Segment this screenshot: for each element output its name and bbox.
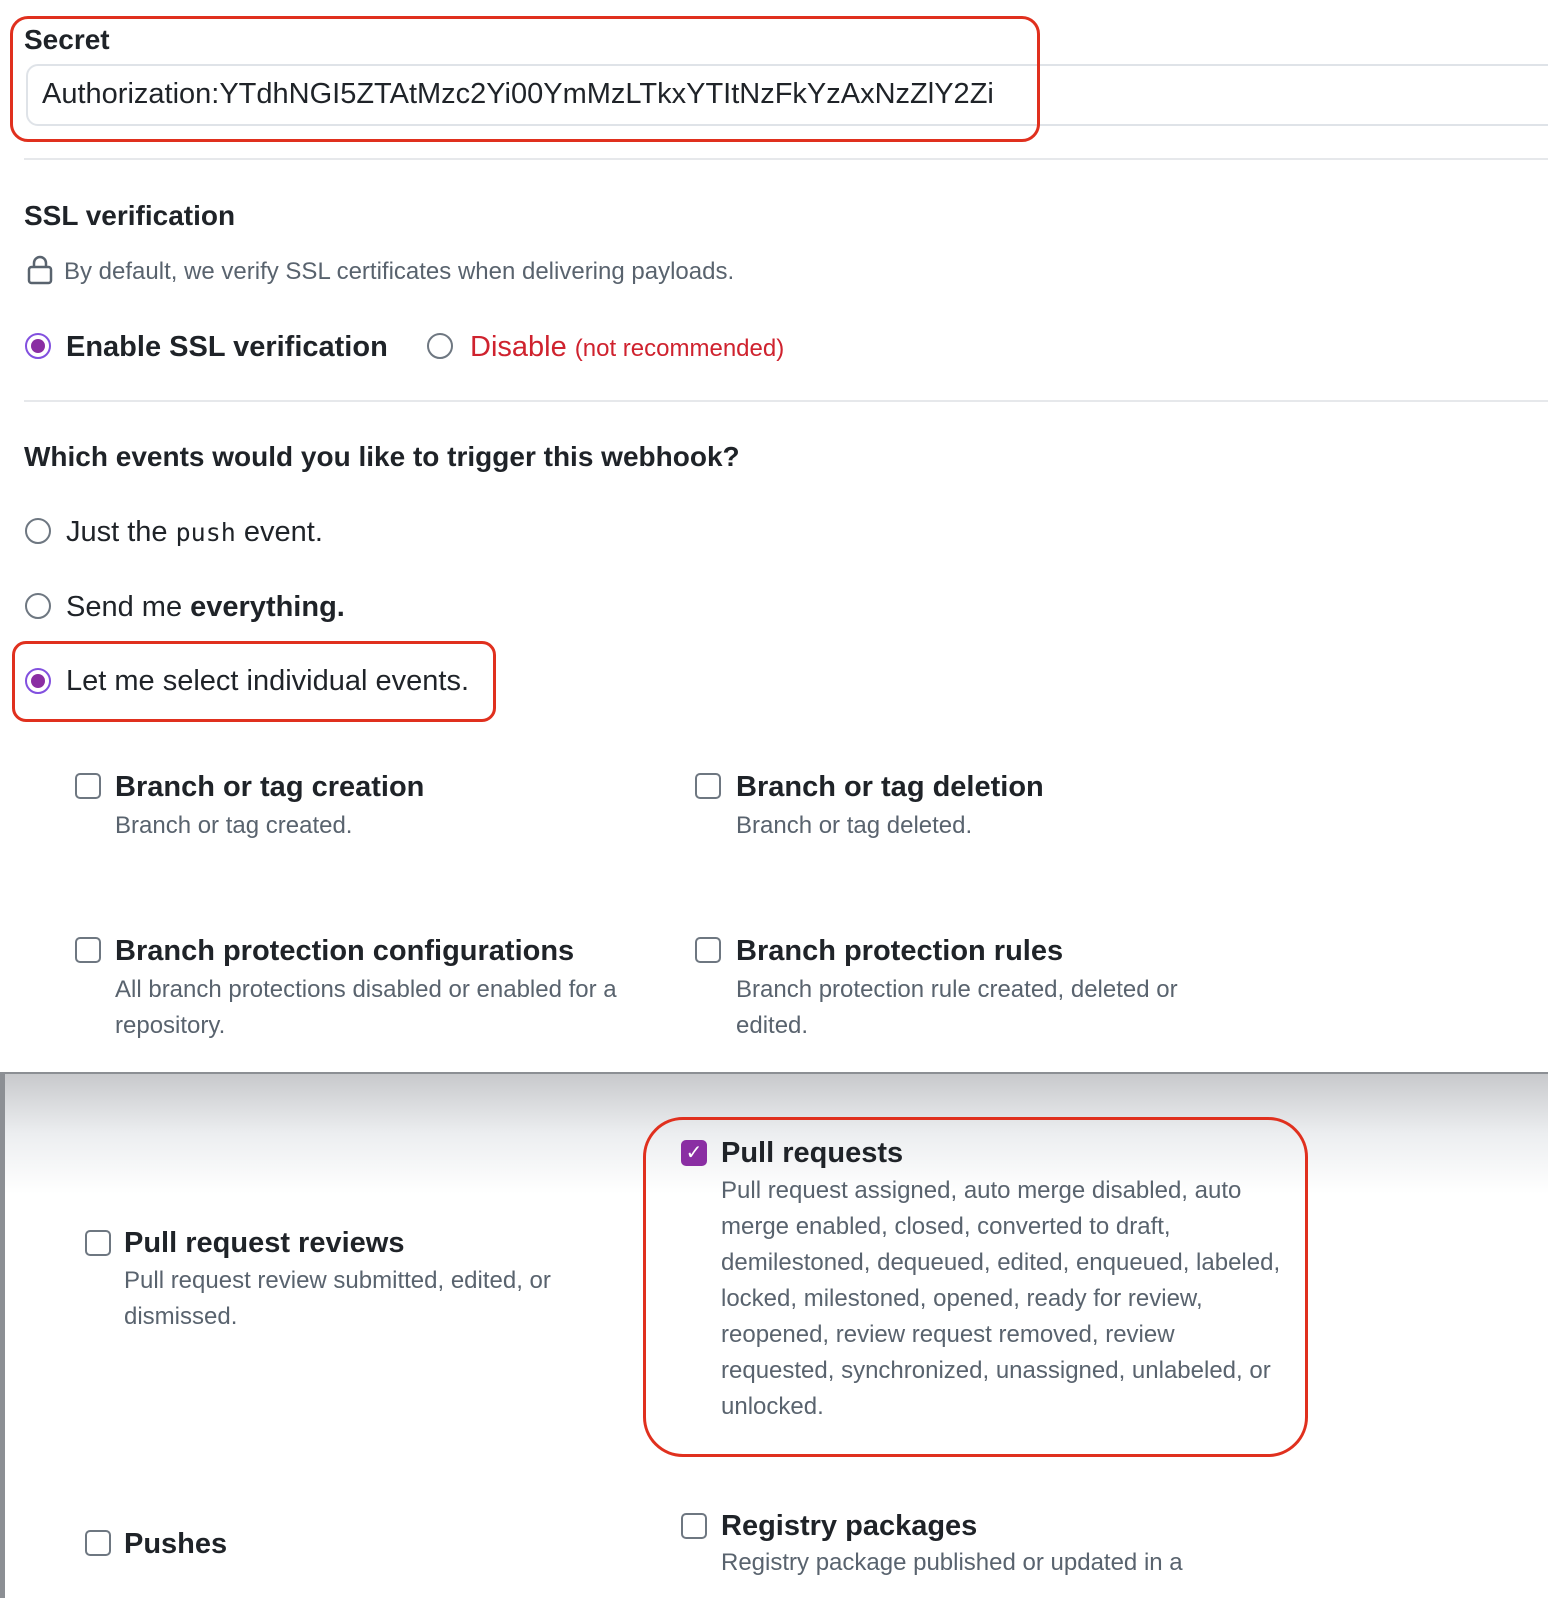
branch-protection-rules-desc: Branch protection rule created, deleted or edited. <box>736 976 1178 1039</box>
send-everything-label[interactable] <box>66 591 345 624</box>
registry-packages-desc: Registry package published or updated in a <box>721 1549 1183 1576</box>
pull-requests-title[interactable]: Pull requests <box>721 1137 904 1169</box>
registry-packages-checkbox[interactable] <box>681 1513 707 1539</box>
branch-tag-deletion-checkbox[interactable] <box>695 773 721 799</box>
branch-tag-creation-checkbox[interactable] <box>75 773 101 799</box>
pull-requests-desc: Pull request assigned, auto merge disabled, auto merge enabled, closed, converted to draft, demilestoned, dequeued, edited, enqueued, labeled, locked, milestoned, opened, ready for review, reopened, review request removed, review requested, synchronized, unassigned, unlabeled, or unlocked. <box>721 1177 1281 1420</box>
pushes-title[interactable]: Pushes <box>124 1528 228 1560</box>
enable-ssl-label[interactable]: Enable SSL verification <box>66 331 388 363</box>
branch-tag-creation-desc: Branch or tag created. <box>115 812 353 839</box>
secret-input-value[interactable]: Authorization:YTdhNGI5ZTAtMzc2Yi00YmMzLTkxYTItNzFkYzAxNzZlY2Zi <box>42 78 994 110</box>
window-edge <box>0 1072 5 1598</box>
branch-protection-rules-title[interactable]: Branch protection rules <box>736 935 1064 967</box>
disable-ssl-radio[interactable] <box>427 333 453 359</box>
divider <box>24 158 1548 160</box>
branch-tag-deletion-desc: Branch or tag deleted. <box>736 812 973 839</box>
send-everything-pre: Send me <box>66 591 183 623</box>
pull-request-reviews-desc: Pull request review submitted, edited, or dismissed. <box>124 1267 551 1330</box>
registry-packages-title[interactable]: Registry packages <box>721 1510 978 1542</box>
just-push-pre: Just the <box>66 516 168 548</box>
disable-ssl-label[interactable] <box>470 331 784 364</box>
branch-tag-creation-title[interactable]: Branch or tag creation <box>115 771 425 803</box>
push-code: push <box>175 518 236 547</box>
just-push-radio[interactable] <box>25 518 51 544</box>
secret-highlight <box>10 16 1040 142</box>
just-push-post: event. <box>243 516 323 548</box>
pull-request-reviews-title[interactable]: Pull request reviews <box>124 1227 405 1259</box>
just-push-label[interactable] <box>66 516 323 549</box>
pull-request-reviews-checkbox[interactable] <box>85 1230 111 1256</box>
lock-icon <box>26 254 54 291</box>
disable-ssl-note: (not recommended) <box>574 335 785 362</box>
send-everything-radio[interactable] <box>25 593 51 619</box>
branch-tag-deletion-title[interactable]: Branch or tag deletion <box>736 771 1044 803</box>
divider <box>24 400 1548 402</box>
secret-label: Secret <box>24 24 110 55</box>
ssl-heading: SSL verification <box>24 200 236 231</box>
branch-protection-configurations-desc: All branch protections disabled or enabled for a repository. <box>115 976 617 1039</box>
send-everything-bold: everything. <box>190 591 345 623</box>
branch-protection-rules-checkbox[interactable] <box>695 937 721 963</box>
individual-events-highlight <box>12 641 496 722</box>
pull-requests-checkbox[interactable]: ✓ <box>681 1140 707 1166</box>
enable-ssl-radio[interactable] <box>25 333 51 359</box>
disable-ssl-text: Disable <box>470 331 567 363</box>
events-heading: Which events would you like to trigger this webhook? <box>24 441 740 472</box>
pushes-checkbox[interactable] <box>85 1530 111 1556</box>
branch-protection-configurations-checkbox[interactable] <box>75 937 101 963</box>
ssl-note: By default, we verify SSL certificates when delivering payloads. <box>64 258 735 285</box>
pull-requests-highlight <box>643 1117 1308 1457</box>
individual-events-label[interactable]: Let me select individual events. <box>66 665 469 697</box>
branch-protection-configurations-title[interactable]: Branch protection configurations <box>115 935 575 967</box>
